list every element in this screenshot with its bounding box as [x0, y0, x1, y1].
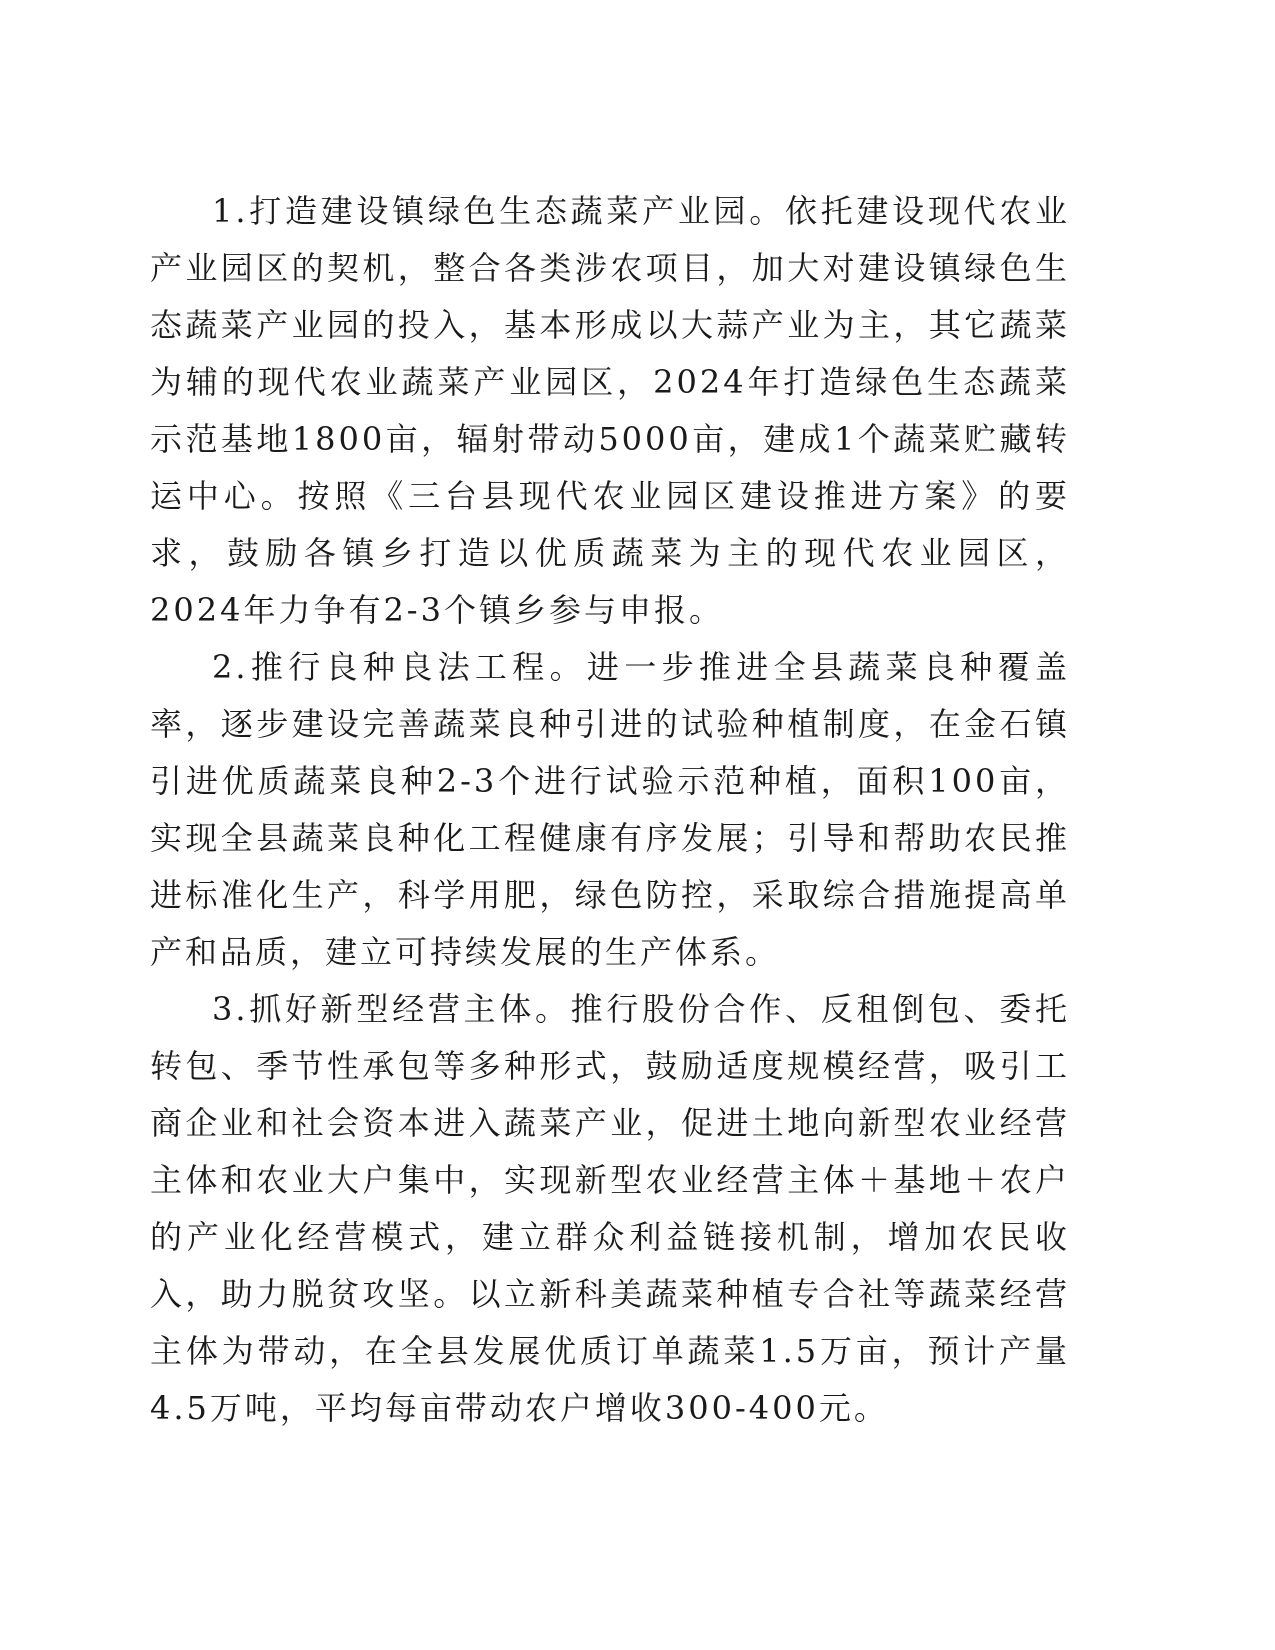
document-page	[150, 183, 1070, 1437]
paragraph-3: 3.抓好新型经营主体。推行股份合作、反租倒包、委托转包、季节性承包等多种形式，鼓励适度规模经营，吸引工商企业和社会资本进入蔬菜产业，促进土地向新型农业经营主体和农业大户集中，实现新型农业经营主体＋基地＋农户的产业化经营模式，建立群众利益链接机制，增加农民收入，助力脱贫攻坚。以立新科美蔬菜种植专合社等蔬菜经营主体为带动，在全县发展优质订单蔬菜1.5万亩，预计产量4.5万吨，平均每亩带动农户增收300-400元。	[150, 990, 1070, 1427]
paragraph-2: 2.推行良种良法工程。进一步推进全县蔬菜良种覆盖率，逐步建设完善蔬菜良种引进的试验种植制度，在金石镇引进优质蔬菜良种2-3个进行试验示范种植，面积100亩，实现全县蔬菜良种化工程健康有序发展；引导和帮助农民推进标准化生产，科学用肥，绿色防控，采取综合措施提高单产和品质，建立可持续发展的生产体系。	[150, 648, 1070, 971]
paragraph-1: 1.打造建设镇绿色生态蔬菜产业园。依托建设现代农业产业园区的契机，整合各类涉农项目，加大对建设镇绿色生态蔬菜产业园的投入，基本形成以大蒜产业为主，其它蔬菜为辅的现代农业蔬菜产业园区，2024年打造绿色生态蔬菜示范基地1800亩，辐射带动5000亩，建成1个蔬菜贮藏转运中心。按照《三台县现代农业园区建设推进方案》的要求，鼓励各镇乡打造以优质蔬菜为主的现代农业园区，2024年力争有2-3个镇乡参与申报。	[150, 192, 1070, 629]
